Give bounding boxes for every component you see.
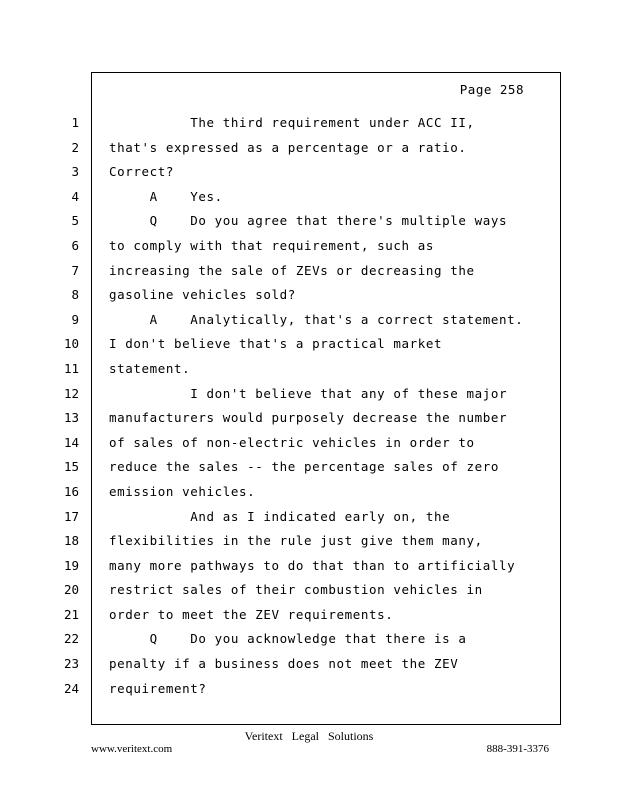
line-number: 16 bbox=[63, 483, 79, 499]
transcript-line: increasing the sale of ZEVs or decreasing the bbox=[109, 262, 475, 278]
transcript-line: restrict sales of their combustion vehicles in bbox=[109, 582, 483, 598]
line-number: 23 bbox=[63, 656, 79, 672]
line-number: 3 bbox=[71, 164, 79, 180]
transcript-line: The third requirement under ACC II, bbox=[109, 115, 475, 130]
transcript-line: emission vehicles. bbox=[109, 483, 256, 499]
transcript-line: flexibilities in the rule just give them many, bbox=[109, 533, 483, 549]
transcript-line: statement. bbox=[109, 360, 191, 376]
line-number: 13 bbox=[63, 410, 79, 426]
line-number: 18 bbox=[63, 533, 79, 549]
line-number: 9 bbox=[71, 311, 79, 327]
transcript-line: to comply with that requirement, such as bbox=[109, 237, 435, 253]
line-number-column bbox=[0, 111, 83, 701]
transcript-line: A Yes. bbox=[109, 188, 223, 204]
line-number: 1 bbox=[71, 115, 79, 130]
line-number: 14 bbox=[63, 434, 79, 450]
footer-company: Veritext Legal Solutions bbox=[244, 729, 374, 743]
line-number: 15 bbox=[63, 459, 79, 475]
transcript-line: many more pathways to do that than to artificially bbox=[109, 557, 516, 573]
transcript-line: I don't believe that's a practical market bbox=[109, 336, 443, 352]
line-number: 8 bbox=[71, 287, 79, 303]
transcript-line: Q Do you acknowledge that there is a bbox=[109, 631, 467, 647]
transcript-line: And as I indicated early on, the bbox=[109, 508, 451, 524]
line-number: 19 bbox=[63, 557, 79, 573]
footer-website: www.veritext.com bbox=[91, 743, 173, 755]
transcript-line: reduce the sales -- the percentage sales of zero bbox=[109, 459, 500, 475]
line-number: 6 bbox=[71, 237, 79, 253]
line-number: 12 bbox=[63, 385, 79, 401]
line-number: 17 bbox=[63, 508, 79, 524]
transcript-line: Q Do you agree that there's multiple ways bbox=[109, 213, 508, 229]
transcript-line: order to meet the ZEV requirements. bbox=[109, 606, 394, 622]
line-number: 21 bbox=[63, 606, 79, 622]
transcript-line: A Analytically, that's a correct statement. bbox=[109, 311, 524, 327]
line-number: 10 bbox=[63, 336, 79, 352]
line-number: 5 bbox=[71, 213, 79, 229]
transcript-line: gasoline vehicles sold? bbox=[109, 287, 296, 303]
line-number: 22 bbox=[63, 631, 79, 647]
line-number: 11 bbox=[63, 360, 79, 376]
line-number: 2 bbox=[71, 139, 79, 155]
transcript-line: penalty if a business does not meet the ZEV bbox=[109, 656, 459, 672]
footer-phone: 888-391-3376 bbox=[486, 743, 549, 755]
page-number: Page 258 bbox=[459, 82, 524, 97]
line-number: 20 bbox=[63, 582, 79, 598]
transcript-text bbox=[109, 111, 549, 701]
line-number: 7 bbox=[71, 262, 79, 278]
transcript-line: I don't believe that any of these major bbox=[109, 385, 508, 401]
transcript-line: requirement? bbox=[109, 680, 207, 696]
transcript-line: Correct? bbox=[109, 164, 175, 180]
transcript-line: manufacturers would purposely decrease the number bbox=[109, 410, 508, 426]
transcript-line: of sales of non-electric vehicles in order to bbox=[109, 434, 475, 450]
line-number: 4 bbox=[71, 188, 79, 204]
line-number: 24 bbox=[63, 680, 79, 696]
transcript-line: that's expressed as a percentage or a ratio. bbox=[109, 139, 467, 155]
